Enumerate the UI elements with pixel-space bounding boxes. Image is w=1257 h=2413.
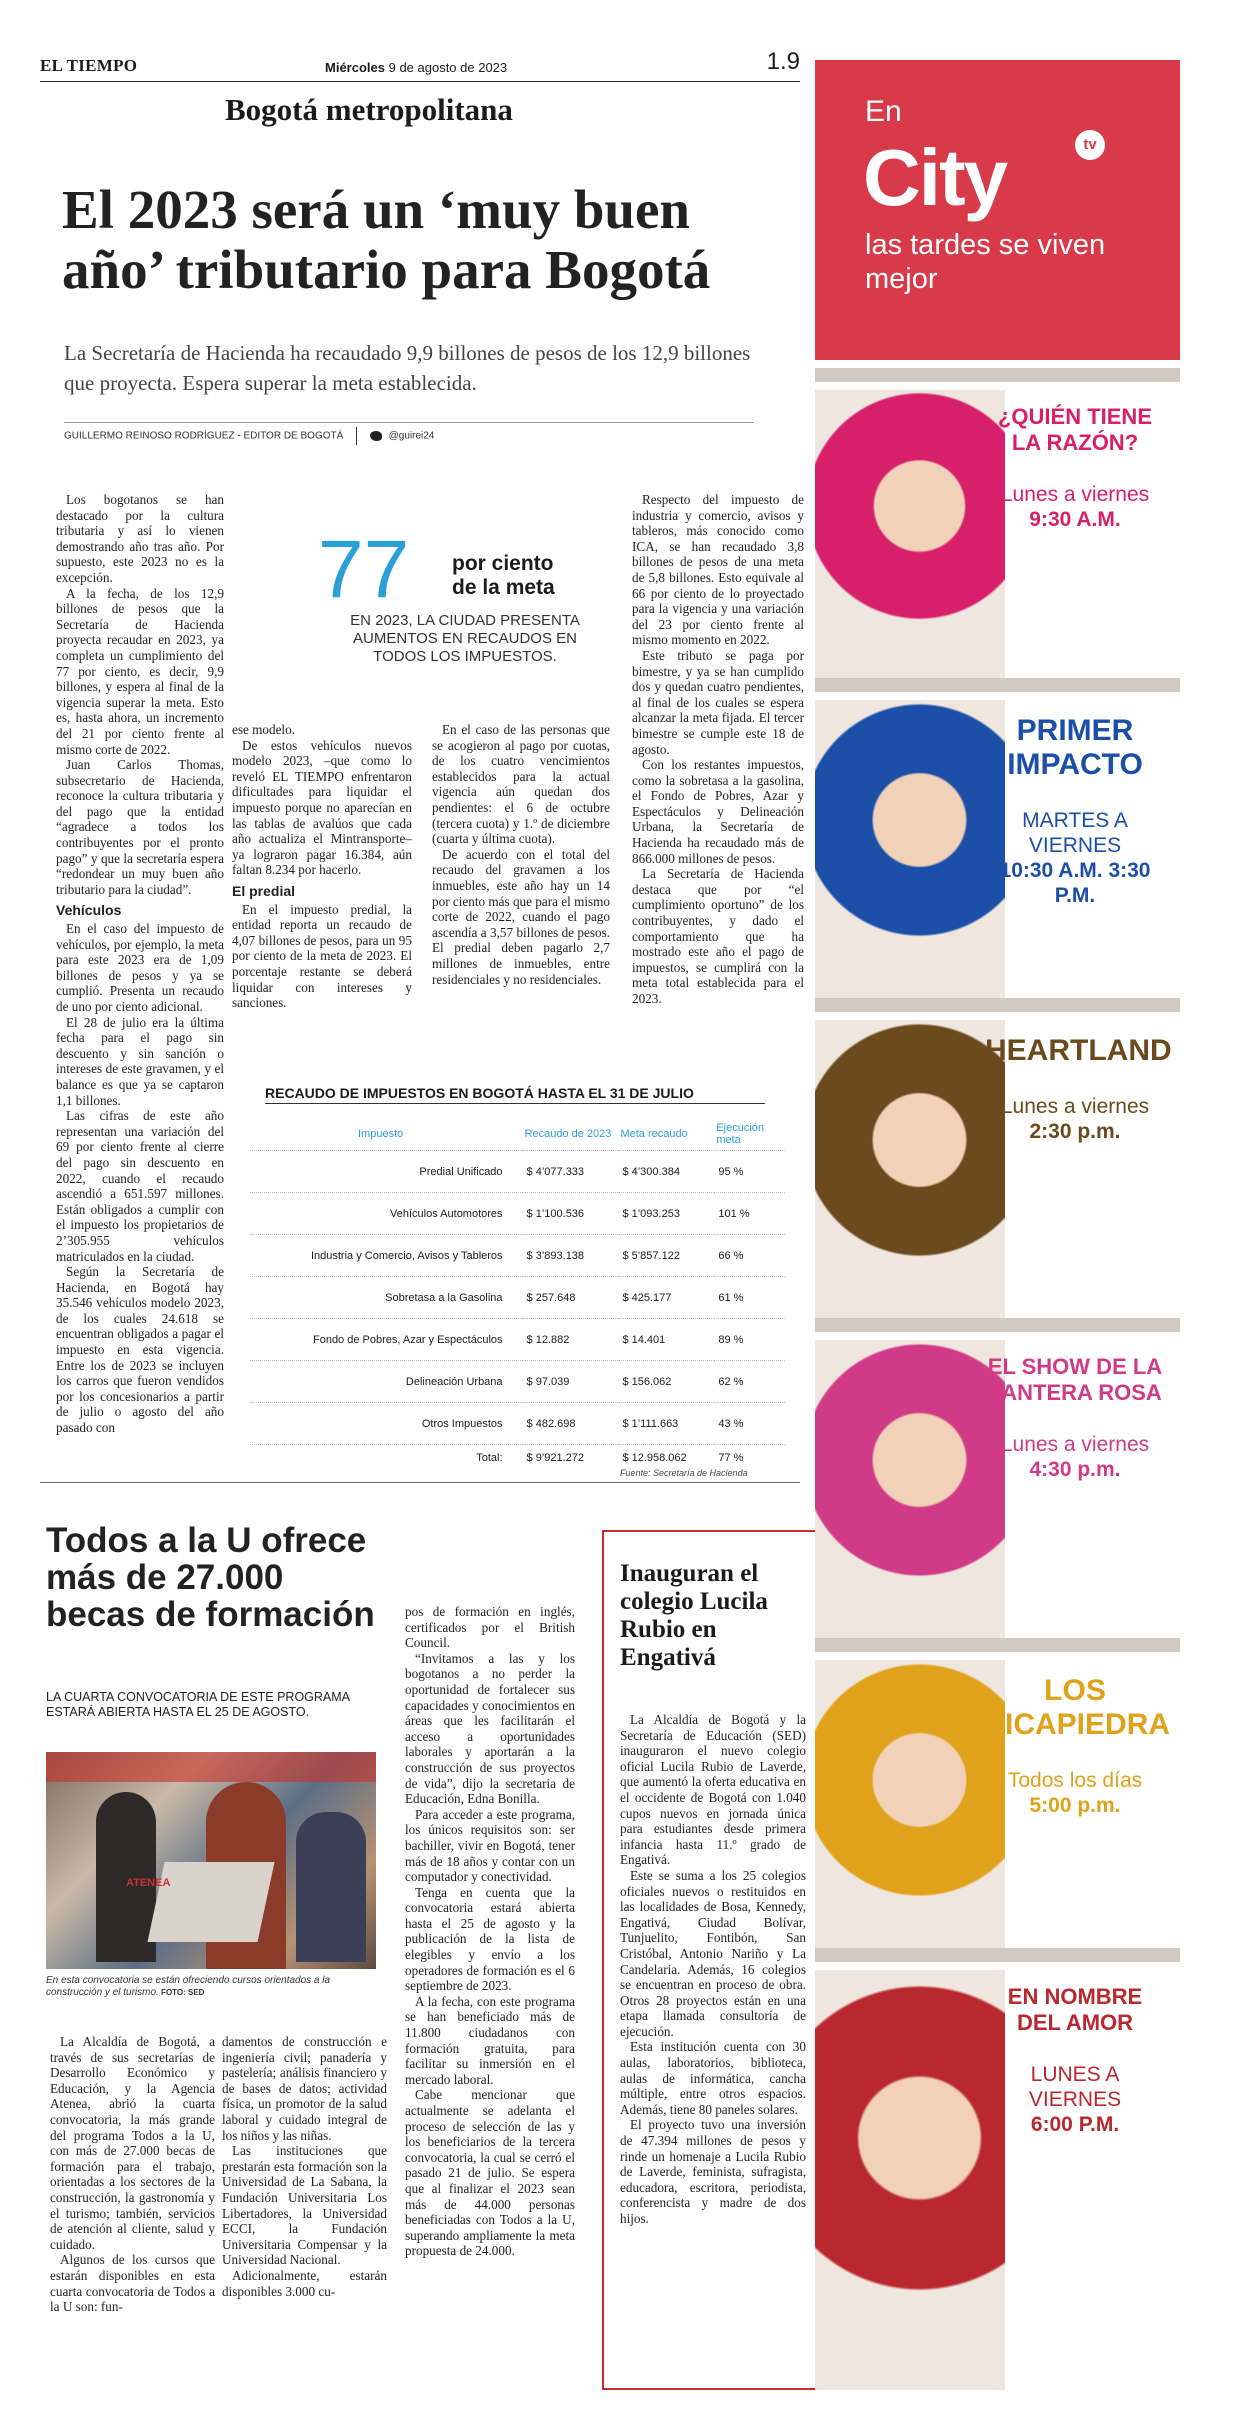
photo-caption: En esta convocatoria se están ofreciendo cursos orientados a la construcción y el turismo. FOTO: SED <box>46 1975 331 1998</box>
section-divider <box>40 1482 800 1483</box>
table-row: Sobretasa a la Gasolina $ 257.648 $ 425.177 61 % <box>250 1277 785 1319</box>
article-column-1: Los bogotanos se han destacado por la cultura tributaria y así lo vienen demostrando año tras año. Por supuesto, este 2023 no es la excepción. A la fecha, de los 12,9 billones de pesos que la Secretaría de Hacienda proyecta recaudar en 2023, ya completa un cumplimiento del 77 por ciento, es decir, 9,9 billones, y espera al final de la vigencia superar la meta. Esto es, hasta ahora, un incremento del 21 por ciento frente al mismo corte de 2022. Juan Carlos Thomas, subsecretario de Hacienda, reconoce la cultura tributaria y del pago que la entidad “agradece a todos los contribuyentes por el pronto pago” y que la secretaría espera “redondear un muy buen año tributario para la ciudad”. Vehículos En el caso del impuesto de vehículos, por ejemplo, la meta para este 2023 era de 1,09 billones de pesos y ya se cumplió. Presenta un recaudo de uno por ciento adicional. El 28 de julio era la última fecha para el pago sin descuento y sin sanción o intereses de este gravamen, y el balance es que ya se captaron 1,1 billones. Las cifras de este año representan una variación del 69 por ciento frente al cierre del pago sin descuento en 2022, cuando el recaudo ascendió a 651.597 millones. Están obligados a cumplir con el impuesto los propietarios de 2’305.955 vehículos matriculados en la ciudad. Según la Secretaría de Hacienda, en Bogotá hay 35.546 vehículos modelo 2023, de los cuales 24.618 se encuentran obligados a pagar el impuesto en esta vigencia. Entre los de 2023 se incluyen los carros que fueron vendidos por los concesionarios a partir de julio o agosto del año pasado con <box>56 492 224 1436</box>
show-days: LUNES A VIERNES <box>1028 2063 1122 2111</box>
show-time: 4:30 p.m. <box>1029 1458 1121 1481</box>
article2-column-1: La Alcaldía de Bogotá, a través de sus secretarías de Desarrollo Económico y Educación, y la Agencia Atenea, abrió la cuarta convocatoria, la más grande del programa Todos a la U, con más de 27.000 becas de formación para el trabajo, orientadas a los sectores de la construcción, la gastronomía y el turismo; también, servicios de atención al cliente, salud y cuidado. Algunos de los cursos que estarán disponibles en esta cuarta convocatoria de Todos a la U son: fun- <box>50 2034 215 2315</box>
byline <box>64 422 754 442</box>
tv-badge: tv <box>1075 130 1105 160</box>
show-days: Todos los días <box>1007 1769 1143 1792</box>
article-column-3: En el caso de las personas que se acogieron al pago por cuotas, de los cuatro vencimientos establecidos para la actual vigencia aún quedan dos pendientes: el 6 de octubre (tercera cuota) y 1.º de diciembre (cuarta y última cuota). De acuerdo con el total del recaudo del gravamen a los inmuebles, este año hay un 14 por ciento más que para el mismo corte de 2022, cuando el pago ascendía a 3,57 billones de pesos. El predial deben pagarlo 2,7 millones de inmuebles, entre residenciales y no residenciales. <box>432 722 610 987</box>
show-days: Lunes a viernes <box>1000 483 1150 506</box>
show-time: 2:30 p.m. <box>1029 1120 1121 1143</box>
show-image <box>815 1970 1005 2390</box>
article2-headline: Todos a la U ofrece más de 27.000 becas de formación <box>46 1521 375 1634</box>
ad-slogan: las tardes se viven mejor <box>865 229 1106 295</box>
article2-photo <box>46 1752 376 1969</box>
show-time: 5:00 p.m. <box>1029 1794 1121 1817</box>
highlight-label: por ciento de la meta <box>452 552 555 599</box>
table-title: RECAUDO DE IMPUESTOS EN BOGOTÁ HASTA EL 31 DE JULIO <box>265 1085 765 1104</box>
photo-banner <box>46 1752 376 1782</box>
show-image <box>815 1660 1005 1960</box>
table-row: Delineación Urbana $ 97.039 $ 156.062 62 % <box>250 1361 785 1403</box>
twitter-handle[interactable]: @guirei24 <box>388 430 435 442</box>
issue-date: Miércoles 9 de agosto de 2023 <box>325 60 508 75</box>
show-image <box>815 390 1005 680</box>
article3-body: La Alcaldía de Bogotá y la Secretaría de Educación (SED) inauguraron el nuevo colegio oficial Lucila Rubio de Laverde, que aumentó la oferta educativa en el occidente de Bogotá con 1.040 cupos nuevos en jornada única para estudiantes desde primera infancia hasta 11.º grado de Engativá. Este se suma a los 25 colegios oficiales nuevos o restituidos en las localidades de Bosa, Kennedy, Engativá, Ciudad Bolívar, Tunjuelito, Fontibón, San Cristóbal, Antonio Nariño y La Candelaria. Además, 16 colegios se encuentran en proceso de obra. Otros 28 proyectos están en una etapa llamada consultoría de ejecución. Esta institución cuenta con 30 aulas, laboratorios, biblioteca, aulas de informática, cancha múltiple, entre otros espacios. Además, tiene 80 paneles solares. El proyecto tuvo una inversión de 47.394 millones de pesos y rinde un homenaje a Lucila Rubio de Laverde, feminista, sufragista, educadora, escritora, periodista, conferencista y madre de dos hijos. <box>620 1712 806 2226</box>
twitter-icon <box>370 431 382 441</box>
tv-show-promo[interactable] <box>815 1660 1180 1960</box>
table-row: Fondo de Pobres, Azar y Espectáculos $ 12.882 $ 14.401 89 % <box>250 1319 785 1361</box>
tv-show-promo[interactable] <box>815 1020 1180 1320</box>
photo-sign: ATENEA <box>126 1877 171 1889</box>
show-days: Lunes a viernes <box>1000 1095 1150 1118</box>
ad-header: En City tv las tardes se viven mejor <box>815 60 1180 360</box>
article-column-4: Respecto del impuesto de industria y comercio, avisos y tableros, más conocido como ICA, se han recaudado 3,8 billones de pesos de una meta de 5,8 billones. Esto equivale al 66 por ciento de lo proyectado para la vigencia y una variación del 23 por ciento frente al mismo momento en 2022. Este tributo se paga por bimestre, y ya se han cumplido dos y quedan cuatro pendientes, al final de los cuales se espera alcanzar la meta fijada. El tercer bimestre se cumple este 18 de agosto. Con los restantes impuestos, como la sobretasa a la gasolina, el Fondo de Pobres, Azar y Espectáculos y Delineación Urbana, la Secretaría de Hacienda ha recaudado más de 866.000 millones de pesos. La Secretaría de Hacienda destaca que por “el cumplimiento oportuno” de los contribuyentes, y dado el comportamiento que ha mostrado este año el pago de impuestos, se cumplirá con la meta total establecida para el 2023. <box>632 492 804 1006</box>
newspaper-brand: EL TIEMPO <box>40 56 138 75</box>
article-column-2: ese modelo. De estos vehículos nuevos modelo 2023, –que como lo reveló EL TIEMPO enfrentaron dificultades para liquidar el impuesto porque no aparecían en las tablas de avalúos que cada año actualiza el Mintransporte– ya lograron pagar 16.384, aún faltan 8.234 por hacerlo. El predial En el impuesto predial, la entidad reporta un recaudo de 4,07 billones de pesos, para un 95 por ciento de la meta de 2023. El porcentaje restante se deberá liquidar con intereses y sanciones. <box>232 722 412 1011</box>
table-row: Otros Impuestos $ 482.698 $ 1’111.663 43 % <box>250 1403 785 1445</box>
show-days: MARTES A VIERNES <box>1022 809 1128 857</box>
show-days: Lunes a viernes <box>1000 1433 1150 1456</box>
table-row: Vehículos Automotores $ 1’100.536 $ 1’093.253 101 % <box>250 1193 785 1235</box>
article-headline: El 2023 será un ‘muy buen año’ tributario para Bogotá <box>62 179 711 300</box>
show-image <box>815 700 1005 1000</box>
subheading-vehiculos: Vehículos <box>56 902 122 919</box>
subheading-predial: El predial <box>232 882 296 899</box>
page-number: 1.9 <box>766 48 800 75</box>
table-header-row: Impuesto Recaudo de 2023 Meta recaudo Ejecución meta <box>358 1122 765 1146</box>
table-source: Fuente: Secretaría de Hacienda <box>620 1468 748 1478</box>
article-subhead: La Secretaría de Hacienda ha recaudado 9,9 billones de pesos de los 12,9 billones que proyecta. Espera superar la meta establecida. <box>64 341 751 395</box>
show-title: ¿QUIÉN TIENE LA RAZÓN? <box>997 404 1152 455</box>
show-time: 9:30 A.M. <box>1029 508 1121 531</box>
show-title: PRIMER IMPACTO <box>1007 714 1143 781</box>
show-title: LOS PICAPIEDRA <box>985 1674 1171 1741</box>
show-time: 6:00 P.M. <box>1030 2113 1120 2136</box>
show-image <box>815 1020 1005 1320</box>
tax-table <box>250 1118 785 1471</box>
table-row: Industria y Comercio, Avisos y Tableros $ 3’893.138 $ 5’857.122 66 % <box>250 1235 785 1277</box>
article2-subhead: LA CUARTA CONVOCATORIA DE ESTE PROGRAMA ESTARÁ ABIERTA HASTA EL 25 DE AGOSTO. <box>46 1690 350 1719</box>
show-title: EN NOMBRE DEL AMOR <box>1007 1984 1143 2035</box>
highlight-number: 77 <box>318 524 410 615</box>
section-title: Bogotá metropolitana <box>225 92 513 127</box>
tv-show-promo[interactable] <box>815 390 1180 680</box>
article3-headline: Inauguran el colegio Lucila Rubio en Engativá <box>620 1560 768 1671</box>
table-total-row: Total: $ 9’921.272 $ 12.958.062 77 % <box>250 1445 785 1471</box>
show-title: HEARTLAND <box>985 1034 1172 1067</box>
tv-show-promo[interactable] <box>815 1340 1180 1640</box>
city-tv-logo: City <box>863 133 1007 222</box>
article2-column-3: pos de formación en inglés, certificados por el British Council. “Invitamos a las y los bogotanos a no perder la oportunidad de fortalecer sus capacidades y conocimientos en áreas que les facilitarán el acceso a oportunidades laborales y aportarán a la construcción de sus proyectos de vida”, dijo la secretaria de Educación, Edna Bonilla. Para acceder a este programa, los únicos requisitos son: ser bachiller, vivir en Bogotá, tener más de 18 años y contar con un computador y conectividad. Tenga en cuenta que la convocatoria estará abierta hasta el 25 de agosto y la publicación de la lista de elegibles y envío a los operadores de formación es el 6 septiembre de 2023. A la fecha, con este programa se han beneficiado más de 11.800 ciudadanos con formación gratuita, para facilitar su inmersión en el mercado laboral. Cabe mencionar que actualmente se adelanta el proceso de selección de las y los beneficiarios de la tercera convocatoria, la cual se cerró el pasado 21 de julio. Se espera que al finalizar el 2023 sean más de 44.000 personas beneficiadas con Todos a la U, superando ampliamente la meta propuesta de 24.000. <box>405 1604 575 2259</box>
tv-advertisement[interactable] <box>815 60 1180 2410</box>
table-row: Predial Unificado $ 4’077.333 $ 4’300.384 95 % <box>250 1151 785 1193</box>
masthead <box>40 48 800 82</box>
author-name: GUILLERMO REINOSO RODRÍGUEZ - EDITOR DE BOGOTÁ <box>64 430 344 442</box>
article2-column-2: damentos de construcción e ingeniería civil; panadería y pastelería; análisis financiero y de bases de datos; actividad física, un promotor de la salud laboral y cuidado integral de los niños y las niñas. Las instituciones que prestarán esta formación son la Universidad de La Sabana, la Fundación Universitaria Los Libertadores, la Universidad ECCI, la Fundación Universitaria Compensar y la Universidad Nacional. Adicionalmente, estarán disponibles 3.000 cu- <box>222 2034 387 2299</box>
highlight-caption: EN 2023, LA CIUDAD PRESENTA AUMENTOS EN RECAUDOS EN TODOS LOS IMPUESTOS. <box>350 612 580 665</box>
show-image <box>815 1340 1005 1640</box>
show-title: EL SHOW DE LA PANTERA ROSA <box>987 1354 1163 1405</box>
show-time: 10:30 A.M. 3:30 P.M. <box>999 859 1151 907</box>
tv-show-promo[interactable] <box>815 700 1180 1000</box>
tv-show-promo[interactable] <box>815 1970 1180 2390</box>
